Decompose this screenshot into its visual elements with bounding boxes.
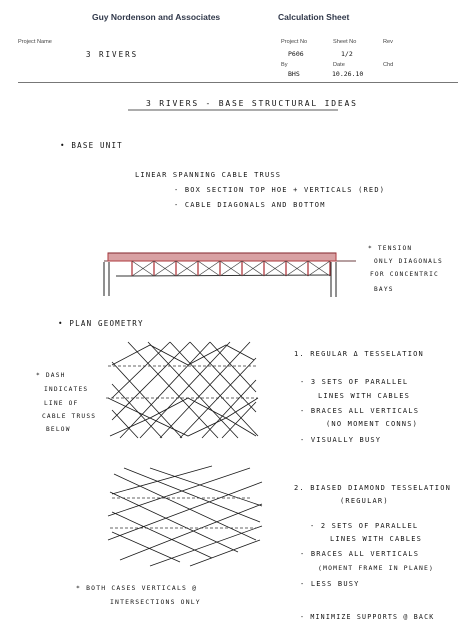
option2-point-2: LINES WITH CABLES: [330, 535, 423, 543]
tension-note-2: ONLY DIAGONALS: [374, 258, 443, 265]
option1-title: 1. REGULAR Δ TESSELATION: [294, 350, 424, 358]
project-no-value: P606: [288, 50, 304, 58]
cable-truss-elevation: [104, 253, 356, 297]
by-value: BHS: [288, 70, 300, 78]
rev-label: Rev: [383, 39, 393, 45]
sheet-no-label: Sheet No: [333, 39, 357, 45]
option1-point-3: - BRACES ALL VERTICALS: [300, 407, 420, 415]
minimize-supports-note: - MINIMIZE SUPPORTS @ BACK: [300, 613, 435, 621]
diamond-tessellation: [108, 466, 262, 566]
option2-title: 2. BIASED DIAMOND TESSELATION: [294, 484, 452, 492]
triangle-tessellation: [106, 342, 258, 438]
option1-point-2: LINES WITH CABLES: [318, 392, 411, 400]
both-cases-note-1: * BOTH CASES VERTICALS @: [76, 584, 198, 592]
project-name-value: 3 RIVERS: [86, 50, 139, 59]
date-label: Date: [333, 62, 345, 68]
tension-note-3: FOR CONCENTRIC: [370, 271, 439, 278]
company-name: Guy Nordenson and Associates: [92, 12, 221, 22]
option2-point-1: - 2 SETS OF PARALLEL: [310, 522, 419, 530]
dash-note-4: CABLE TRUSS: [42, 413, 97, 420]
plan-geometry-heading: • PLAN GEOMETRY: [58, 319, 144, 328]
date-value: 10.26.10: [332, 70, 364, 78]
project-name-label: Project Name: [18, 39, 52, 45]
dash-note-2: INDICATES: [44, 386, 89, 393]
truss-top-chord: [108, 253, 336, 261]
option2-point-4: (MOMENT FRAME IN PLANE): [318, 564, 435, 572]
base-unit-line-3: - CABLE DIAGONALS AND BOTTOM: [174, 201, 326, 209]
option1-point-1: - 3 SETS OF PARALLEL: [300, 378, 409, 386]
project-no-label: Project No: [281, 39, 308, 45]
chd-label: Chd: [383, 62, 394, 68]
option2-point-5: - LESS BUSY: [300, 580, 360, 588]
option1-point-5: - VISUALLY BUSY: [300, 436, 382, 444]
sheet-title: Calculation Sheet: [278, 12, 350, 22]
page-title: 3 RIVERS - BASE STRUCTURAL IDEAS: [146, 99, 358, 108]
option2-subtitle: (REGULAR): [340, 497, 389, 505]
by-label: By: [281, 62, 288, 68]
dash-note-1: * DASH: [36, 372, 66, 379]
truss-diagonals: [132, 261, 330, 276]
base-unit-line-2: - BOX SECTION TOP HOE + VERTICALS (RED): [174, 186, 386, 194]
both-cases-note-2: INTERSECTIONS ONLY: [110, 598, 201, 606]
option1-point-4: (NO MOMENT CONNS): [326, 420, 419, 428]
truss-bottom-cable: [116, 275, 330, 276]
option2-point-3: - BRACES ALL VERTICALS: [300, 550, 420, 558]
dash-note-5: BELOW: [46, 426, 71, 433]
base-unit-heading: • BASE UNIT: [60, 141, 123, 150]
sheet-no-value: 1/2: [341, 50, 353, 58]
dash-note-3: LINE OF: [44, 400, 79, 407]
tension-note-1: * TENSION: [368, 245, 413, 252]
tension-note-4: BAYS: [374, 286, 394, 293]
base-unit-line-1: LINEAR SPANNING CABLE TRUSS: [135, 171, 282, 179]
